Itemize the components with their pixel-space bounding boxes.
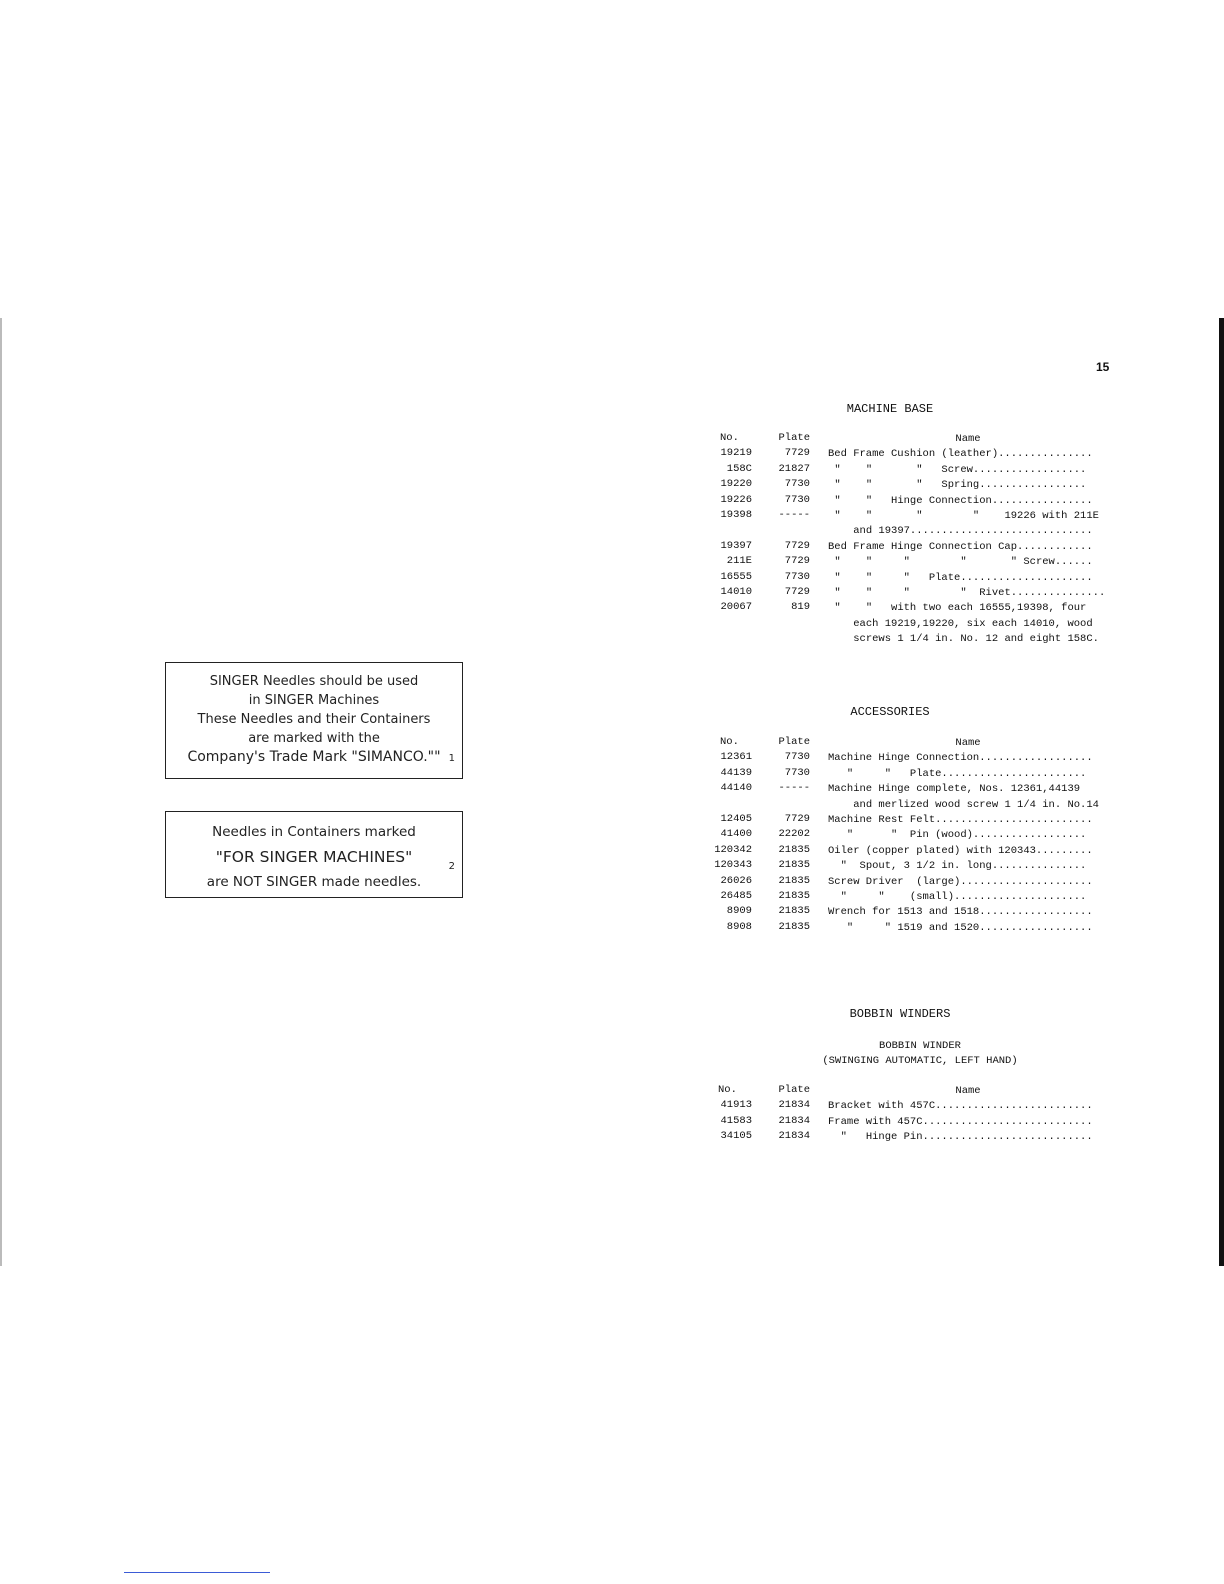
table-row: [700, 859, 1120, 874]
part-number: 120343: [714, 859, 752, 872]
header-plate: Plate: [778, 432, 810, 444]
notice2-line3: are NOT SINGER made needles.: [206, 874, 422, 890]
link-underline: [124, 1572, 270, 1573]
table-row: [700, 571, 1120, 586]
header-name: Name: [955, 433, 981, 445]
table-row: [700, 751, 1120, 766]
part-number: 158C: [726, 462, 752, 475]
table-row: [700, 782, 1120, 813]
notice2-line1: Needles in Containers marked: [212, 824, 416, 840]
table-row: [700, 1115, 1120, 1130]
plate-number: 21834: [778, 1114, 810, 1127]
accessories-table: [700, 736, 1120, 936]
part-number: 120342: [714, 843, 752, 856]
part-number: 41583: [720, 1114, 752, 1127]
plate-number: 819: [791, 601, 810, 614]
bobbin-winders-heading: BOBBIN WINDERS: [849, 1007, 951, 1021]
plate-number: 21834: [778, 1099, 810, 1112]
part-name: " " " " Rivet...............: [828, 586, 1106, 599]
part-name: " " " Spring.................: [828, 479, 1087, 492]
table-row: [700, 540, 1120, 555]
part-number: 19397: [720, 539, 752, 552]
plate-number: 7730: [784, 493, 810, 506]
part-number: 12361: [720, 751, 752, 764]
machine-base-heading: MACHINE BASE: [846, 402, 934, 416]
table-header: [700, 432, 1120, 447]
notice1-line5: Company's Trade Mark "SIMANCO."": [187, 749, 441, 765]
part-name: Screw Driver (large).....................: [828, 875, 1093, 888]
table-row: [700, 478, 1120, 493]
simanco-notice-box: [165, 662, 463, 779]
part-name: Machine Hinge complete, Nos. 12361,44139 and merlized wood screw 1 1/4 in. No.14: [828, 783, 1099, 811]
part-name: Bracket with 457C.........................: [828, 1100, 1093, 1113]
accessories-heading: ACCESSORIES: [850, 705, 930, 719]
bobbin-winder-subtitle: BOBBIN WINDER: [879, 1040, 961, 1052]
page-edge-right: [1219, 318, 1224, 1266]
plate-number: 22202: [778, 828, 810, 841]
plate-number: 7729: [784, 555, 810, 568]
plate-number: 7730: [784, 766, 810, 779]
machine-base-table: [700, 432, 1120, 648]
table-row: [700, 509, 1120, 540]
header-no: No.: [718, 1084, 737, 1096]
table-row: [700, 494, 1120, 509]
part-name: " " with two each 16555,19398, four each 19219,19220, six each 14010, wood screws 1 1/4 in. No. 12 and eight 158C.: [834, 602, 1099, 646]
part-number: 211E: [726, 555, 752, 568]
part-name: Wrench for 1513 and 1518..................: [828, 906, 1093, 919]
part-name: " " 1519 and 1520..................: [828, 921, 1093, 934]
part-number: 44140: [720, 782, 752, 795]
part-name: Frame with 457C...........................: [828, 1115, 1093, 1128]
plate-number: 7729: [784, 585, 810, 598]
part-number: 19226: [720, 493, 752, 506]
part-number: 19398: [720, 508, 752, 521]
table-row: [700, 601, 1120, 647]
plate-number: 7730: [784, 570, 810, 583]
part-number: 8909: [726, 905, 752, 918]
header-plate: Plate: [778, 1084, 810, 1096]
part-name: " " " Screw..................: [828, 463, 1087, 476]
plate-number: 7730: [784, 751, 810, 764]
part-name: Machine Rest Felt.........................: [828, 813, 1093, 826]
table-row: [700, 1099, 1120, 1114]
part-name: " " " " 19226 with 211E and 19397.............................: [834, 509, 1099, 538]
part-name: " " Plate.......................: [828, 767, 1087, 780]
table-row: [700, 1130, 1120, 1145]
table-row: [700, 905, 1120, 920]
plate-number: 7729: [784, 539, 810, 552]
header-no: No.: [720, 432, 739, 444]
notice2-marker: 2: [448, 861, 455, 872]
plate-number: 21834: [778, 1130, 810, 1143]
plate-number: 21835: [778, 874, 810, 887]
accessories-rows: [700, 751, 1120, 936]
page-number: 15: [1096, 360, 1110, 374]
singer-machines-notice-box: [165, 811, 463, 898]
part-name: Oiler (copper plated) with 120343.........: [828, 844, 1093, 857]
bobbin-winders-table: [700, 1084, 1120, 1146]
table-row: [700, 447, 1120, 462]
part-number: 14010: [720, 585, 752, 598]
table-row: [700, 555, 1120, 570]
part-number: 16555: [720, 570, 752, 583]
plate-number: 21835: [778, 859, 810, 872]
part-name: " " " Plate.....................: [828, 571, 1093, 584]
notice1-line2: in SINGER Machines: [248, 693, 380, 708]
part-number: 41913: [720, 1099, 752, 1112]
part-number: 34105: [720, 1130, 752, 1143]
part-number: 12405: [720, 812, 752, 825]
plate-number: 21835: [778, 843, 810, 856]
notice1-line4: are marked with the: [248, 731, 380, 746]
header-no: No.: [720, 736, 739, 748]
part-name: Bed Frame Cushion (leather)...............: [828, 448, 1093, 461]
part-number: 44139: [720, 766, 752, 779]
part-name: " Spout, 3 1/2 in. long...............: [828, 860, 1087, 873]
page-edge-left: [0, 318, 2, 1266]
part-name: " " Hinge Connection................: [828, 494, 1093, 507]
notice2-line2: "FOR SINGER MACHINES": [215, 848, 413, 866]
plate-number: 7729: [784, 447, 810, 460]
table-row: [700, 813, 1120, 828]
notice1-marker: 1: [448, 753, 455, 764]
plate-number: 21827: [778, 462, 810, 475]
plate-number: -----: [778, 508, 810, 521]
part-name: Bed Frame Hinge Connection Cap............: [828, 540, 1093, 553]
table-header: [700, 1084, 1120, 1099]
part-number: 20067: [720, 601, 752, 614]
notice1-line1: SINGER Needles should be used: [209, 674, 419, 689]
table-header: [700, 736, 1120, 751]
part-number: 26026: [720, 874, 752, 887]
part-number: 8908: [726, 920, 752, 933]
table-row: [700, 890, 1120, 905]
part-name: " Hinge Pin...........................: [828, 1131, 1093, 1144]
part-number: 19220: [720, 478, 752, 491]
part-number: 19219: [720, 447, 752, 460]
plate-number: 21835: [778, 889, 810, 902]
plate-number: 21835: [778, 920, 810, 933]
part-name: Machine Hinge Connection..................: [828, 752, 1093, 765]
part-name: " " Pin (wood)..................: [828, 829, 1087, 842]
header-name: Name: [955, 1085, 981, 1097]
table-row: [700, 875, 1120, 890]
part-name: " " " " " Screw......: [828, 556, 1093, 569]
table-row: [700, 921, 1120, 936]
bobbin-winder-description: (SWINGING AUTOMATIC, LEFT HAND): [822, 1055, 1018, 1067]
bobbin-winders-rows: [700, 1099, 1120, 1145]
part-name: " " (small).....................: [828, 890, 1087, 903]
table-row: [700, 828, 1120, 843]
plate-number: 7730: [784, 478, 810, 491]
table-row: [700, 586, 1120, 601]
header-plate: Plate: [778, 736, 810, 748]
plate-number: -----: [778, 782, 810, 795]
table-row: [700, 844, 1120, 859]
header-name: Name: [955, 737, 981, 749]
table-row: [700, 767, 1120, 782]
plate-number: 21835: [778, 905, 810, 918]
machine-base-rows: [700, 447, 1120, 647]
part-number: 26485: [720, 889, 752, 902]
plate-number: 7729: [784, 812, 810, 825]
table-row: [700, 463, 1120, 478]
notice1-line3: These Needles and their Containers: [197, 712, 431, 727]
part-number: 41400: [720, 828, 752, 841]
